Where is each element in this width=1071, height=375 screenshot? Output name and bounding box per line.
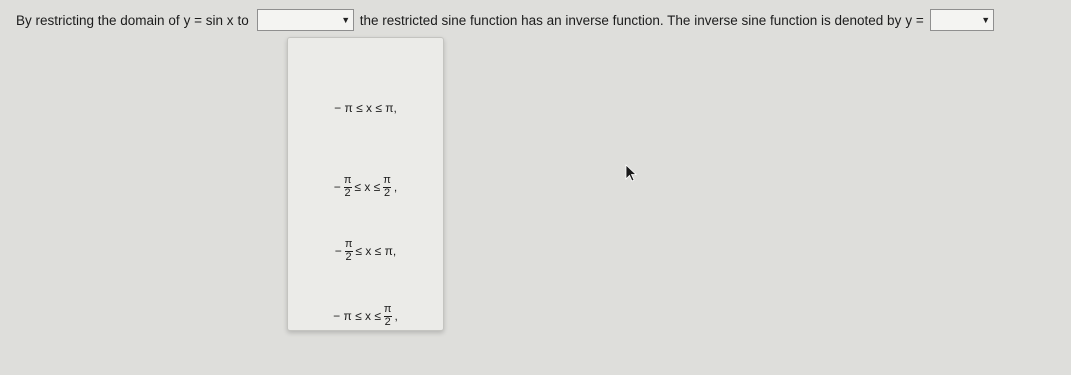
option-end: , — [393, 180, 398, 194]
option-text: − π ≤ x ≤ π, — [334, 101, 397, 115]
mouse-pointer-icon — [625, 164, 637, 182]
option-tail: ≤ x ≤ π, — [355, 244, 397, 258]
fraction-numerator: π — [383, 302, 392, 315]
option-tail: , — [394, 309, 398, 323]
fraction — [383, 304, 393, 328]
option-lead: − π ≤ x ≤ — [333, 309, 381, 323]
fraction-denominator: 2 — [384, 315, 391, 328]
domain-dropdown[interactable] — [257, 9, 354, 31]
fraction-denominator: 2 — [344, 186, 351, 199]
fraction — [343, 175, 353, 199]
domain-dropdown-toggle[interactable] — [339, 10, 353, 30]
option-middle: ≤ x ≤ — [354, 180, 381, 194]
to-word: to — [237, 12, 249, 28]
option-lead: − — [334, 244, 342, 258]
fraction-numerator: π — [344, 237, 353, 250]
fraction — [344, 239, 354, 263]
function-expression: y = sin x — [183, 12, 234, 28]
domain-option-3[interactable] — [288, 227, 443, 275]
option-lead: − — [333, 180, 341, 194]
question-middle: the restricted sine function has an inverse function. The inverse sine function is denoted by — [359, 12, 902, 28]
domain-dropdown-menu — [287, 37, 444, 331]
fraction-numerator: π — [383, 173, 391, 186]
question-sentence — [16, 8, 994, 32]
inverse-dropdown-toggle[interactable] — [979, 10, 993, 30]
inverse-prefix: y = — [905, 12, 924, 28]
caret-down-icon: ▼ — [981, 14, 991, 25]
domain-option-2[interactable] — [288, 163, 443, 211]
domain-option-1[interactable] — [288, 84, 443, 132]
fraction — [382, 175, 392, 199]
caret-down-icon: ▼ — [341, 14, 351, 25]
question-prefix: By restricting the domain of — [16, 12, 180, 28]
inverse-dropdown[interactable] — [930, 9, 994, 31]
fraction-denominator: 2 — [383, 186, 391, 199]
fraction-numerator: π — [343, 173, 352, 186]
domain-option-4[interactable] — [288, 292, 443, 340]
fraction-denominator: 2 — [345, 250, 352, 263]
